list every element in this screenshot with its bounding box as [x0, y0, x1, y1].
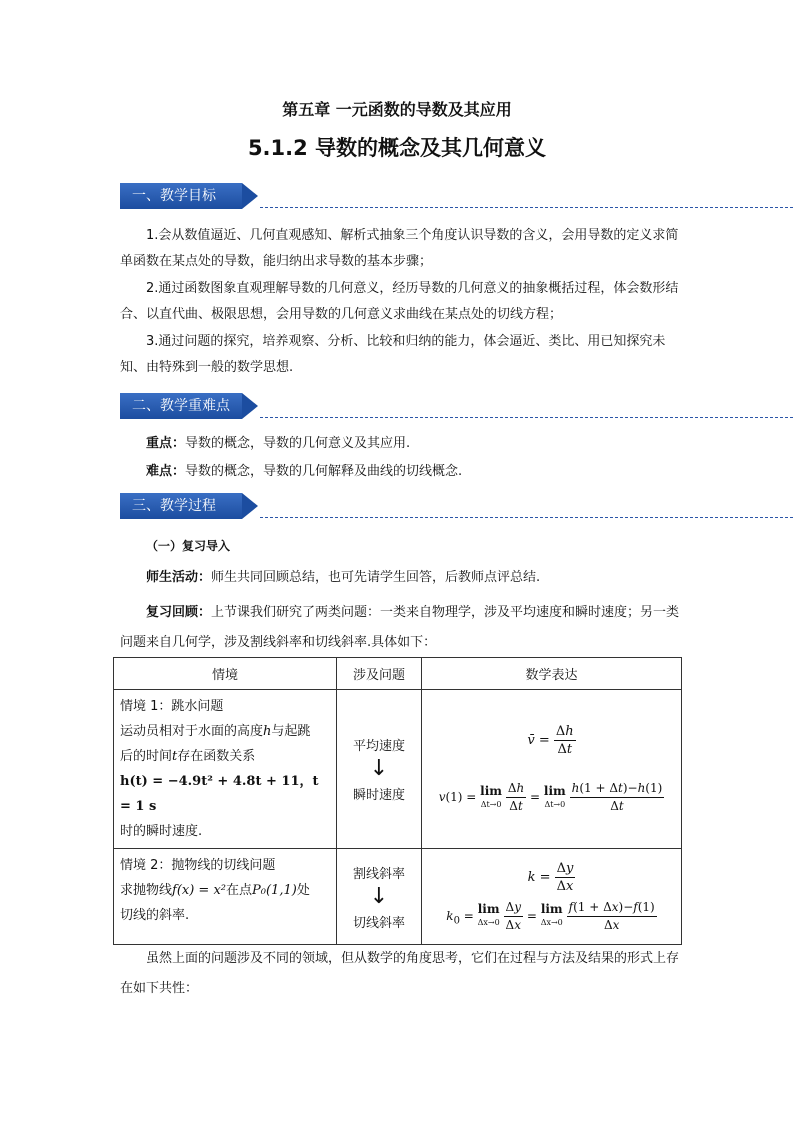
problem-bottom: 切线斜率 — [352, 915, 405, 931]
divider — [260, 207, 794, 208]
review-text: 上节课我们研究了两类问题：一类来自物理学，涉及平均速度和瞬时速度；另一类问题来自几何学，涉及割线斜率和切线斜率.具体如下： — [120, 605, 680, 650]
goal-item: 2.通过函数图象直观理解导数的几何意义，经历导数的几何意义的抽象概括过程，体会数形结合、以直代曲、极限思想，会用导数的几何意义求曲线在某点处的切线方程； — [120, 281, 679, 322]
problem-cell — [337, 849, 422, 945]
hard-text: 导数的概念，导数的几何解释及曲线的切线概念. — [185, 464, 463, 479]
column-header: 情境 — [114, 658, 337, 690]
key-text: 导数的概念，导数的几何意义及其应用. — [185, 436, 411, 451]
section-title: 一、教学目标 — [120, 183, 242, 209]
problem-cell — [337, 690, 422, 849]
banner-arrow-icon — [242, 183, 258, 209]
situation-cell — [114, 849, 337, 945]
situation-line: 运动员相对于水面的高度h与起跳 — [120, 724, 311, 739]
expression-cell — [422, 690, 682, 849]
average-velocity-formula: v̄ = $\frac{\Delta h}{\Delta t}$ — [527, 724, 574, 757]
down-arrow-icon: ↓ — [369, 756, 389, 781]
problem-top: 割线斜率 — [352, 866, 405, 882]
situation-cell — [114, 690, 337, 849]
secant-slope-formula: k = $\frac{\Delta y}{\Delta x}$ — [527, 860, 574, 894]
activity — [146, 565, 686, 591]
goal-item: 1.会从数值逼近、几何直观感知、解析式抽象三个角度认识导数的含义，会用导数的定义求简单函数在某点处的导数，能归纳出求导数的基本步骤； — [120, 228, 679, 269]
divider — [260, 417, 794, 418]
page-title: 5.1.2 导数的概念及其几何意义 — [247, 136, 547, 160]
subsection-title: （一）复习导入 — [146, 539, 231, 553]
key-point — [146, 431, 686, 457]
tangent-slope-formula: $k_0 = \lim$ Δx→0 $\frac{\Delta y}{\Delta x}$ = lim Δx→0 $\frac{f(1 + \Delta x)-f(1)}{\Delta x}$ — [446, 899, 655, 932]
instant-velocity-formula: v(1) = lim Δt→0 $\frac{\Delta h}{\Delta t}$ = lim Δt→0 $\frac{h(1 + \Delta t)-h(1)}{\Delta t}$ — [438, 781, 663, 813]
hard-label: 难点： — [146, 464, 186, 479]
goal-item: 3.通过问题的探究，培养观察、分析、比较和归纳的能力，体会逼近、类比、用已知探究未知、由特殊到一般的数学思想. — [120, 334, 666, 375]
function-expression: h(t) = −4.9t² + 4.8t + 11，t = 1 s — [120, 774, 319, 814]
situation-title: 情境 2：抛物线的切线问题 — [120, 858, 276, 873]
column-header: 数学表达 — [422, 658, 682, 690]
comparison-table — [113, 657, 682, 945]
situation-title: 情境 1：跳水问题 — [120, 699, 224, 714]
down-arrow-icon: ↓ — [369, 883, 389, 909]
hard-point — [146, 459, 686, 485]
review-label: 复习回顾： — [146, 605, 212, 620]
key-label: 重点： — [146, 436, 186, 451]
situation-line: 切线的斜率. — [120, 908, 190, 923]
situation-line: 求抛物线f(x) = x²在点P₀(1,1)处 — [120, 883, 310, 898]
activity-label: 师生活动： — [146, 570, 212, 585]
problem-top: 平均速度 — [352, 739, 405, 754]
problem-bottom: 瞬时速度 — [352, 788, 405, 803]
situation-line: 时的瞬时速度. — [120, 824, 203, 839]
column-header: 涉及问题 — [337, 658, 422, 690]
banner-arrow-icon — [242, 493, 258, 519]
closing-paragraph: 虽然上面的问题涉及不同的领域，但从数学的角度思考，它们在过程与方法及结果的形式上存在如下共性： — [120, 951, 680, 996]
chapter-title: 第五章 一元函数的导数及其应用 — [282, 100, 512, 119]
situation-line: 后的时间t存在函数关系 — [120, 749, 256, 764]
expression-cell — [422, 849, 682, 945]
review — [120, 598, 680, 658]
activity-text: 师生共同回顾总结，也可先请学生回答，后教师点评总结. — [211, 570, 541, 585]
divider — [260, 517, 794, 518]
banner-arrow-icon — [242, 393, 258, 419]
section-title: 三、教学过程 — [120, 493, 242, 519]
section-title: 二、教学重难点 — [120, 393, 242, 419]
